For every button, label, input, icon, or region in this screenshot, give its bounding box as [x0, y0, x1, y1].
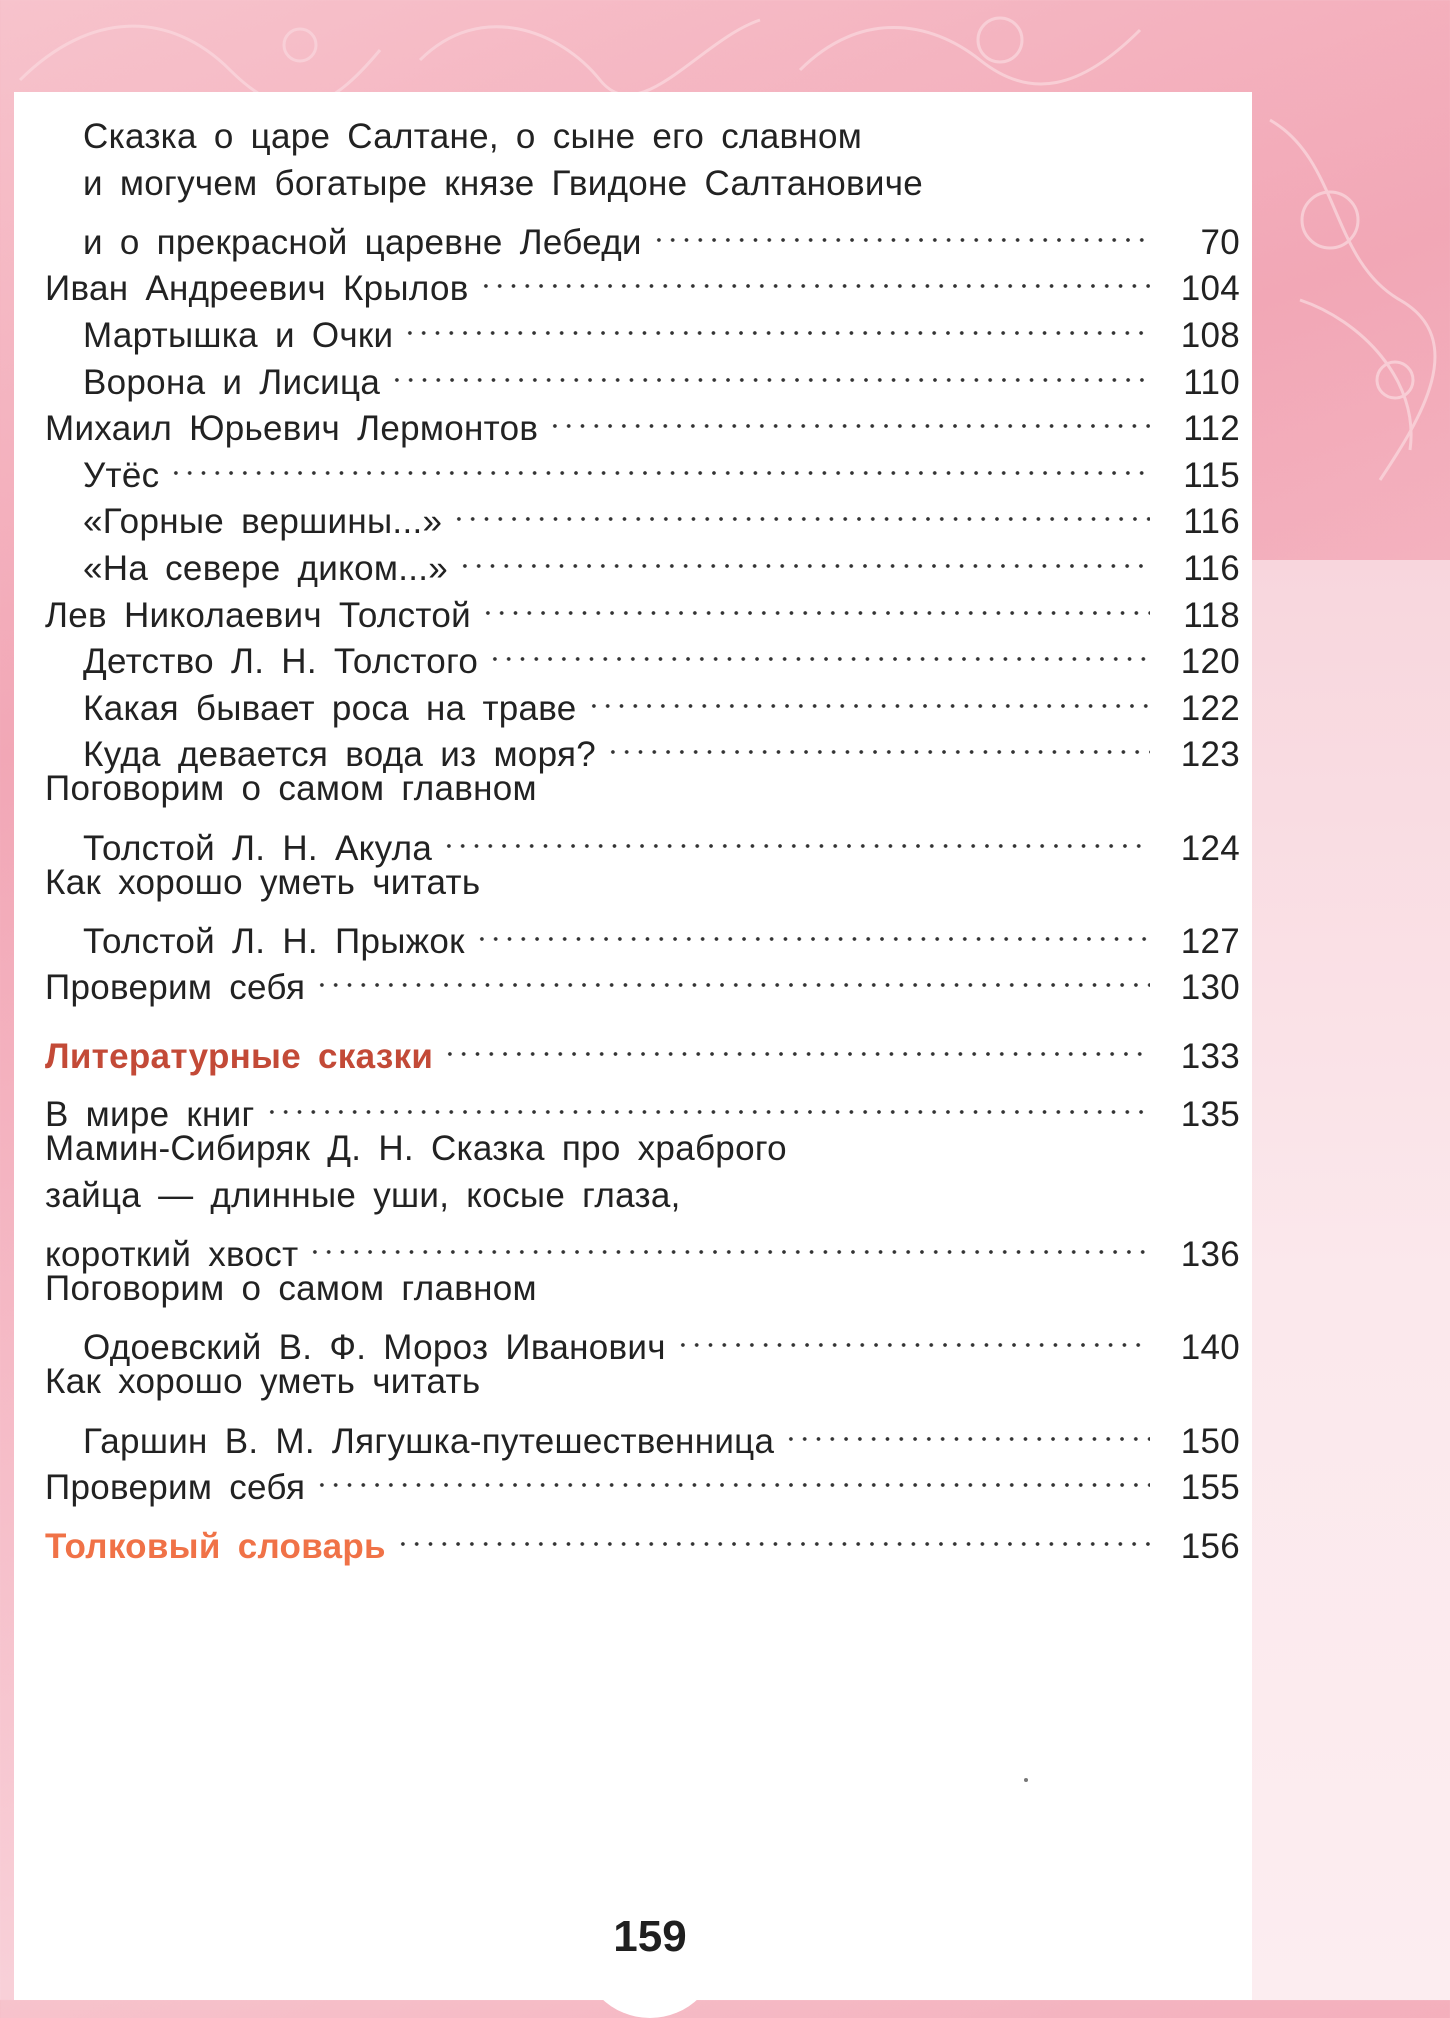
toc-entry[interactable]: Утёс 115	[45, 440, 1240, 487]
toc-entry[interactable]: Проверим себя 130	[45, 953, 1240, 1000]
toc-section-glossary[interactable]: Толковый словарь 156	[45, 1511, 1240, 1558]
dot-leader	[587, 673, 1150, 720]
dot-leader	[308, 1220, 1150, 1267]
dot-leader	[475, 906, 1150, 953]
dot-leader	[784, 1406, 1150, 1453]
toc-entry[interactable]: В мире книг 135	[45, 1080, 1240, 1127]
toc-page-number: 150	[1180, 1421, 1240, 1461]
dot-leader	[315, 953, 1150, 1000]
toc-line: и могучем богатыре князе Гвидоне Салтановиче	[83, 163, 924, 203]
toc-line: Поговорим о самом главном	[45, 1269, 537, 1309]
dot-leader	[481, 580, 1150, 627]
dot-leader	[443, 1021, 1150, 1068]
toc-line: Сказка о царе Салтане, о сыне его славном	[83, 117, 863, 156]
dot-leader	[676, 1313, 1150, 1360]
toc-entry[interactable]: короткий хвост 136	[45, 1220, 1240, 1267]
toc-page-number: 120	[1180, 642, 1240, 682]
toc-page-number: 155	[1180, 1468, 1240, 1508]
toc-page-number: 116	[1183, 502, 1240, 542]
toc-entry[interactable]: Гаршин В. М. Лягушка-путешественница 150	[45, 1406, 1240, 1453]
dot-leader	[390, 347, 1150, 394]
dot-leader	[488, 627, 1150, 674]
dot-leader	[442, 813, 1150, 860]
toc-page-number: 122	[1180, 688, 1240, 728]
toc-entry[interactable]: Толстой Л. Н. Акула 124	[45, 813, 1240, 860]
toc-entry[interactable]: Иван Андреевич Крылов 104	[45, 254, 1240, 301]
toc-page-number: 156	[1180, 1526, 1240, 1566]
toc-entry[interactable]: Михаил Юрьевич Лермонтов 112	[45, 394, 1240, 441]
toc-section-literary-tales[interactable]: Литературные сказки 133	[45, 1021, 1240, 1068]
toc-page-number: 130	[1180, 968, 1240, 1008]
table-of-contents	[45, 114, 1240, 1566]
toc-line: зайца — длинные уши, косые глаза,	[45, 1176, 681, 1216]
dot-leader	[652, 207, 1150, 254]
toc-page-number: 118	[1183, 595, 1240, 635]
dot-leader	[265, 1080, 1150, 1127]
dot-leader	[169, 440, 1150, 487]
page-number: 159	[613, 1912, 687, 1961]
toc-entry[interactable]: Какая бывает роса на траве 122	[45, 673, 1240, 720]
toc-entry[interactable]: «Горные вершины...» 116	[45, 487, 1240, 534]
toc-page-number: 136	[1180, 1235, 1240, 1275]
toc-entry[interactable]: Мартышка и Очки 108	[45, 300, 1240, 347]
dot-leader	[458, 533, 1150, 580]
toc-page-number: 104	[1180, 269, 1240, 309]
toc-page-number: 70	[1200, 222, 1240, 262]
toc-page-number: 127	[1180, 921, 1240, 961]
toc-page-number: 108	[1180, 315, 1240, 355]
toc-page-number: 110	[1183, 362, 1240, 402]
toc-page-number: 124	[1180, 828, 1240, 868]
toc-page-number: 135	[1180, 1095, 1240, 1135]
dot-leader	[606, 720, 1150, 767]
toc-entry[interactable]: Одоевский В. Ф. Мороз Иванович 140	[45, 1313, 1240, 1360]
toc-line: Мамин-Сибиряк Д. Н. Сказка про храброго	[45, 1129, 787, 1169]
dot-leader	[452, 487, 1150, 534]
toc-entry[interactable]: «На севере диком...» 116	[45, 533, 1240, 580]
dot-leader	[315, 1453, 1150, 1500]
pink-side-panel	[1245, 560, 1450, 2000]
toc-page-number: 133	[1180, 1036, 1240, 1076]
toc-page-number: 115	[1183, 455, 1240, 495]
content-page	[14, 92, 1252, 2000]
toc-entry[interactable]: и о прекрасной царевне Лебеди 70	[45, 207, 1240, 254]
toc-line: Как хорошо уметь читать	[45, 862, 481, 902]
toc-entry[interactable]: Лев Николаевич Толстой 118	[45, 580, 1240, 627]
toc-entry[interactable]: Проверим себя 155	[45, 1453, 1240, 1500]
dot-leader	[396, 1511, 1150, 1558]
toc-page-number: 123	[1180, 735, 1240, 775]
toc-entry[interactable]: Ворона и Лисица 110	[45, 347, 1240, 394]
toc-page-number: 112	[1183, 409, 1240, 449]
dot-leader	[479, 254, 1150, 301]
toc-line: Как хорошо уметь читать	[45, 1362, 481, 1402]
dot-leader	[403, 300, 1150, 347]
toc-entry[interactable]: Толстой Л. Н. Прыжок 127	[45, 906, 1240, 953]
toc-entry[interactable]: Куда девается вода из моря? 123	[45, 720, 1240, 767]
toc-page-number: 116	[1183, 548, 1240, 588]
toc-page-number: 140	[1180, 1328, 1240, 1368]
print-speck	[1024, 1778, 1028, 1782]
toc-entry[interactable]: Детство Л. Н. Толстого 120	[45, 627, 1240, 674]
toc-line: Поговорим о самом главном	[45, 769, 537, 809]
dot-leader	[548, 394, 1150, 441]
